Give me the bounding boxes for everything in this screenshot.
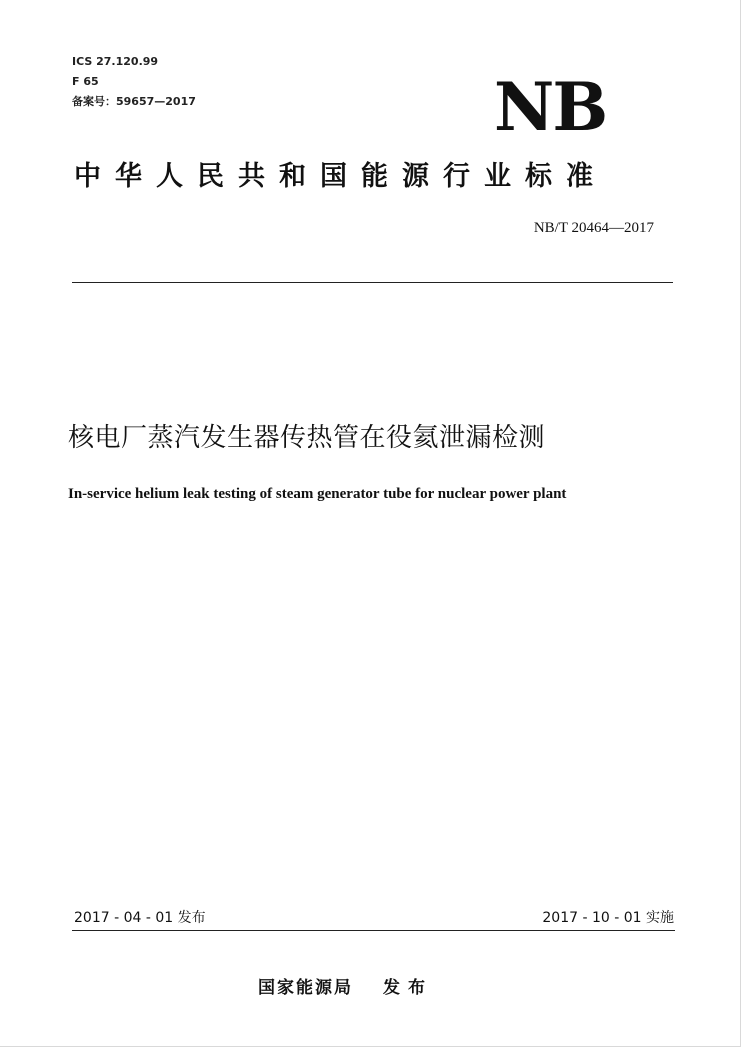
classification-block bbox=[72, 52, 196, 112]
implementation-date: 2017 - 10 - 01 实施 bbox=[542, 910, 674, 926]
filing-number: 备案号：59657—2017 bbox=[72, 95, 196, 108]
standard-number: NB/T 20464—2017 bbox=[533, 220, 654, 236]
issue-action: 发布 bbox=[383, 978, 433, 998]
title-chinese: 核电厂蒸汽发生器传热管在役氦泄漏检测 bbox=[68, 423, 546, 453]
issuer-line bbox=[258, 976, 433, 1000]
issuing-authority: 国家能源局 bbox=[258, 978, 353, 998]
ics-code: ICS 27.120.99 bbox=[72, 55, 159, 68]
ccs-code: F 65 bbox=[72, 75, 99, 88]
top-divider bbox=[72, 282, 673, 283]
standard-category: 中华人民共和国能源行业标准 bbox=[74, 161, 607, 192]
nb-logo: NB bbox=[494, 68, 607, 146]
title-english: In-service helium leak testing of steam generator tube for nuclear power plant bbox=[68, 486, 567, 502]
bottom-divider bbox=[72, 930, 675, 931]
issue-date: 2017 - 04 - 01 发布 bbox=[74, 910, 206, 926]
